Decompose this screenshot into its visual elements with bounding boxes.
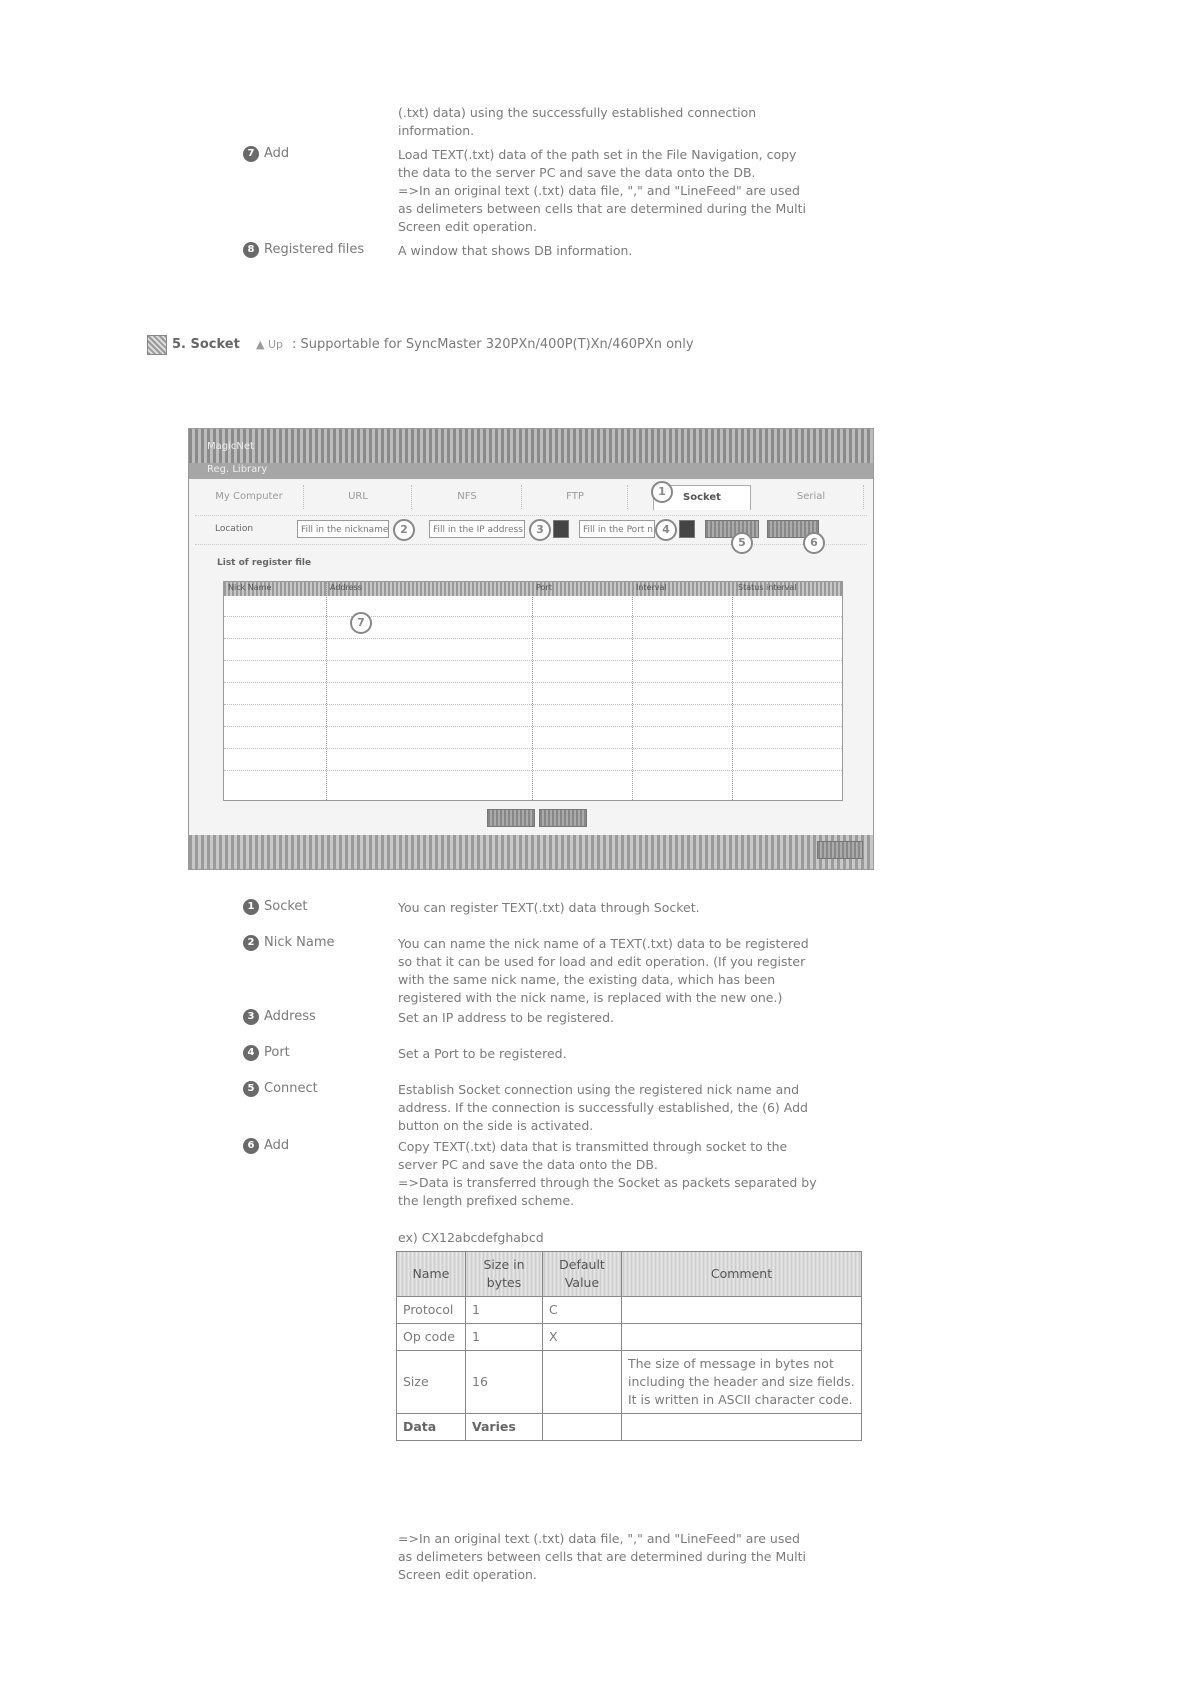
grid-row-line bbox=[224, 682, 842, 683]
grid-divider bbox=[632, 582, 633, 800]
marker-5-icon: 5 bbox=[731, 532, 753, 554]
table-row: Op code 1 X bbox=[397, 1324, 862, 1351]
connect-button[interactable] bbox=[705, 520, 759, 538]
grid-row-line bbox=[224, 616, 842, 617]
ip-address-input[interactable]: Fill in the IP address bbox=[429, 520, 525, 538]
th-size: Size in bytes bbox=[466, 1252, 543, 1297]
item-nickname-desc: You can name the nick name of a TEXT(.txt) data to be registered so that it can be used for load and edit operation. (If you register with the same nick name, the existing data, which has been registered with the nick name, is replaced with the new one.) bbox=[398, 936, 809, 1005]
item-registered-label: Registered files bbox=[264, 242, 365, 257]
app-titlebar bbox=[189, 429, 873, 463]
marker-2-icon: 2 bbox=[393, 519, 415, 541]
app-bottom-bar bbox=[189, 835, 873, 869]
item-add-label: Add bbox=[264, 146, 290, 161]
table-row: Protocol 1 C bbox=[397, 1297, 862, 1324]
port-input[interactable]: Fill in the Port n bbox=[579, 520, 655, 538]
marker-4-icon: 4 bbox=[655, 519, 677, 541]
item-connect-label: Connect bbox=[264, 1081, 318, 1096]
col-interval: Interval bbox=[636, 583, 667, 592]
marker-6-icon: 6 bbox=[803, 532, 825, 554]
app-title: MagicNet bbox=[207, 441, 254, 452]
item-address-label: Address bbox=[264, 1009, 316, 1024]
table-header-row bbox=[397, 1252, 862, 1297]
grid-row-line bbox=[224, 638, 842, 639]
grid-row-line bbox=[224, 770, 842, 771]
ip-dropdown-button[interactable] bbox=[553, 520, 569, 538]
tab-nfs[interactable]: NFS bbox=[413, 485, 522, 509]
item-connect-desc: Establish Socket connection using the registered nick name and address. If the connection is successfully established, the (6) Add button on the side is activated. bbox=[398, 1082, 808, 1133]
location-row bbox=[195, 515, 867, 549]
section-title: 5. Socket bbox=[172, 337, 240, 352]
item-port-label: Port bbox=[264, 1045, 290, 1060]
footer-note: =>In an original text (.txt) data file, "," and "LineFeed" are used as delimeters between cells that are determined during the Multi Screen edit operation. bbox=[398, 1531, 807, 1582]
marker-3-icon: 3 bbox=[243, 1009, 259, 1025]
col-port: Port bbox=[536, 583, 552, 592]
up-link[interactable]: ▲ Up bbox=[256, 338, 283, 351]
marker-2-icon: 2 bbox=[243, 935, 259, 951]
item-socket-label: Socket bbox=[264, 899, 308, 914]
th-default: Default Value bbox=[543, 1252, 622, 1297]
col-status-interval: Status interval bbox=[738, 583, 797, 592]
grid-row-line bbox=[224, 660, 842, 661]
marker-3-icon: 3 bbox=[529, 519, 551, 541]
table-row: Size 16 The size of message in bytes not including the header and size fields. It is written in ASCII character code. bbox=[397, 1351, 862, 1414]
item-port-desc: Set a Port to be registered. bbox=[398, 1046, 567, 1061]
grid-header bbox=[224, 582, 842, 596]
item-socket-desc: You can register TEXT(.txt) data through Socket. bbox=[398, 900, 700, 915]
tab-ftp[interactable]: FTP bbox=[523, 485, 628, 509]
location-label: Location bbox=[215, 524, 254, 534]
close-button[interactable] bbox=[817, 841, 863, 859]
marker-1-icon: 1 bbox=[651, 481, 673, 503]
marker-7-icon: 7 bbox=[243, 146, 259, 162]
table-row: Data Varies bbox=[397, 1414, 862, 1441]
grid-row-line bbox=[224, 704, 842, 705]
nickname-input[interactable]: Fill in the nickname bbox=[297, 520, 389, 538]
marker-6-icon: 6 bbox=[243, 1138, 259, 1154]
marker-1-icon: 1 bbox=[243, 899, 259, 915]
cont-text: (.txt) data) using the successfully established connection information. bbox=[398, 105, 757, 138]
section-icon bbox=[147, 335, 167, 355]
grid-button-1[interactable] bbox=[487, 809, 535, 827]
grid-divider bbox=[326, 582, 327, 800]
packet-format-table bbox=[396, 1251, 862, 1441]
tab-url[interactable]: URL bbox=[305, 485, 412, 509]
marker-8-icon: 8 bbox=[243, 242, 259, 258]
list-label: List of register file bbox=[217, 558, 312, 568]
marker-5-icon: 5 bbox=[243, 1081, 259, 1097]
grid-divider bbox=[732, 582, 733, 800]
example-text: ex) CX12abcdefghabcd bbox=[398, 1230, 544, 1245]
register-file-grid[interactable] bbox=[223, 581, 843, 801]
grid-divider bbox=[532, 582, 533, 800]
tab-my-computer[interactable]: My Computer bbox=[195, 485, 304, 509]
col-nick-name: Nick Name bbox=[228, 583, 272, 592]
item-registered-desc: A window that shows DB information. bbox=[398, 243, 633, 258]
item-nickname-label: Nick Name bbox=[264, 935, 335, 950]
item-add2-desc: Copy TEXT(.txt) data that is transmitted through socket to the server PC and save the data onto the DB. =>Data is transferred through the Socket as packets separated by the length prefixed scheme. bbox=[398, 1139, 817, 1208]
grid-row-line bbox=[224, 748, 842, 749]
grid-row-line bbox=[224, 726, 842, 727]
app-menu-strip: Reg. Library bbox=[189, 463, 873, 479]
tab-socket[interactable]: Socket bbox=[653, 485, 751, 510]
item-add2-label: Add bbox=[264, 1138, 290, 1153]
item-add-desc: Load TEXT(.txt) data of the path set in the File Navigation, copy the data to the server PC and save the data onto the DB. =>In an original text (.txt) data file, "," and "LineFeed" are used as delimeters between cells that are determined during the Multi Screen edit operation. bbox=[398, 147, 807, 234]
tab-bar bbox=[195, 485, 867, 511]
tab-serial[interactable]: Serial bbox=[759, 485, 864, 509]
col-address: Address bbox=[330, 583, 362, 592]
socket-app-window bbox=[188, 428, 874, 870]
port-dropdown-button[interactable] bbox=[679, 520, 695, 538]
marker-7-icon: 7 bbox=[350, 612, 372, 634]
marker-4-icon: 4 bbox=[243, 1045, 259, 1061]
grid-button-2[interactable] bbox=[539, 809, 587, 827]
th-comment: Comment bbox=[622, 1252, 862, 1297]
item-address-desc: Set an IP address to be registered. bbox=[398, 1010, 614, 1025]
th-name: Name bbox=[397, 1252, 466, 1297]
section-note: : Supportable for SyncMaster 320PXn/400P(T)Xn/460PXn only bbox=[292, 337, 694, 352]
